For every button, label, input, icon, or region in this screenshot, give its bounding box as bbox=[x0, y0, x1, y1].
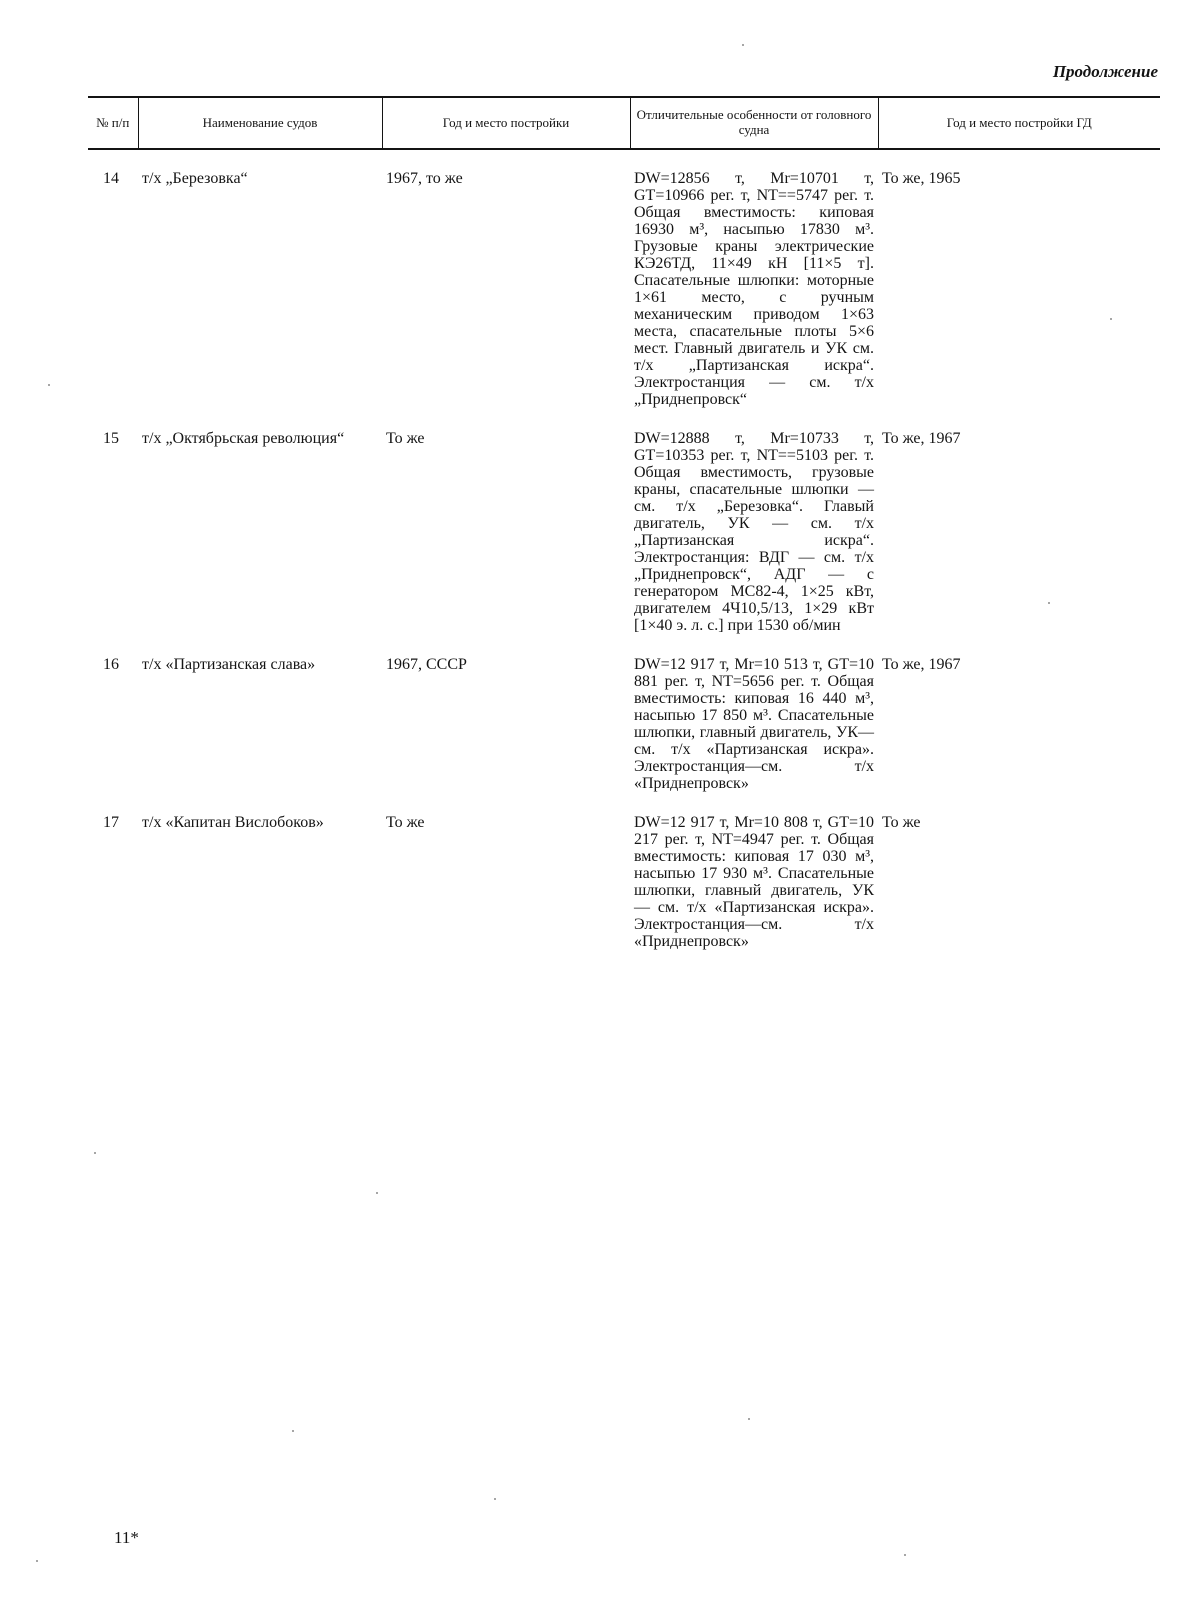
table-row bbox=[88, 149, 1160, 430]
ship-name: т/х „Березовка“ bbox=[142, 170, 248, 187]
header-number: № п/п bbox=[88, 97, 138, 149]
header-ship-name: Наименование судов bbox=[138, 97, 382, 149]
header-distinctive-features: Отличительные особенности от головного судна bbox=[630, 97, 878, 149]
distinctive-features: DW=12 917 т, Mr=10 513 т, GT=10 881 рег. т, NT=5656 рег. т. Общая вместимость: киповая 16 440 м³, насыпью 17 850 м³. Спасательные шлюпки, главный двигатель, УК—см. т/х «Партизанская искра». Электростанция—см. т/х «Приднепровск» bbox=[634, 656, 874, 792]
table-header bbox=[88, 97, 1160, 149]
build-year-place: То же bbox=[386, 814, 425, 831]
scan-speck bbox=[494, 1498, 496, 1500]
row-number: 15 bbox=[103, 430, 119, 447]
build-year-place: 1967, СССР bbox=[386, 656, 467, 673]
engine-build-year-place: То же bbox=[882, 814, 921, 831]
table-row bbox=[88, 814, 1160, 972]
distinctive-features: DW=12856 т, Mr=10701 т, GT=10966 рег. т, NT==5747 рег. т. Общая вместимость: киповая 16930 м³, насыпью 17830 м³. Грузовые краны электрические КЭ26ТД, 11×49 кН [11×5 т]. Спасательные шлюпки: моторные 1×61 место, с ручным механическим приводом 1×63 места, спасательные плоты 5×6 мест. Главный двигатель и УК см. т/х „Партизанская искра“. Электростанция — см. т/х „Приднепровск“ bbox=[634, 170, 874, 408]
ship-name: т/х „Октябрьская революция“ bbox=[142, 430, 345, 447]
scan-speck bbox=[1110, 318, 1112, 320]
engine-build-year-place: То же, 1967 bbox=[882, 430, 961, 447]
scan-speck bbox=[36, 1560, 38, 1562]
scan-speck bbox=[904, 1554, 906, 1556]
row-number: 17 bbox=[103, 814, 119, 831]
scan-speck bbox=[94, 1152, 96, 1154]
build-year-place: 1967, то же bbox=[386, 170, 463, 187]
ship-name: т/х «Капитан Вислобоков» bbox=[142, 814, 324, 831]
header-build-year-place: Год и место постройки bbox=[382, 97, 630, 149]
table-row bbox=[88, 430, 1160, 656]
scan-speck bbox=[292, 1430, 294, 1432]
engine-build-year-place: То же, 1967 bbox=[882, 656, 961, 673]
distinctive-features: DW=12 917 т, Mr=10 808 т, GT=10 217 рег. т, NT=4947 рег. т. Общая вместимость: киповая 17 030 м³, насыпью 17 930 м³. Спасательные шлюпки, главный двигатель, УК — см. т/х «Партизанская искра». Электростанция—см. т/х «Приднепровск» bbox=[634, 814, 874, 950]
scan-speck bbox=[48, 384, 50, 386]
scan-speck bbox=[748, 1418, 750, 1420]
distinctive-features: DW=12888 т, Mr=10733 т, GT=10353 рег. т, NT==5103 рег. т. Общая вместимость, грузовые краны, спасательные шлюпки —см. т/х „Березовка“. Главый двигатель, УК — см. т/х „Партизанская искра“. Электростанция: ВДГ — см. т/х „Приднепровск“, АДГ — с генератором МС82-4, 1×25 кВт, двигателем 4Ч10,5/13, 1×29 кВт [1×40 э. л. с.] при 1530 об/мин bbox=[634, 430, 874, 634]
ships-table bbox=[88, 96, 1160, 972]
scan-speck bbox=[742, 44, 744, 46]
scan-speck bbox=[376, 1192, 378, 1194]
page-number: 11* bbox=[114, 1528, 139, 1547]
ship-name: т/х «Партизанская слава» bbox=[142, 656, 316, 673]
row-number: 16 bbox=[103, 656, 119, 673]
engine-build-year-place: То же, 1965 bbox=[882, 170, 961, 187]
build-year-place: То же bbox=[386, 430, 425, 447]
continuation-label: Продолжение bbox=[1052, 62, 1158, 81]
scan-speck bbox=[1048, 602, 1050, 604]
header-engine-build-year-place: Год и место постройки ГД bbox=[878, 97, 1160, 149]
table-row bbox=[88, 656, 1160, 814]
row-number: 14 bbox=[103, 170, 119, 187]
